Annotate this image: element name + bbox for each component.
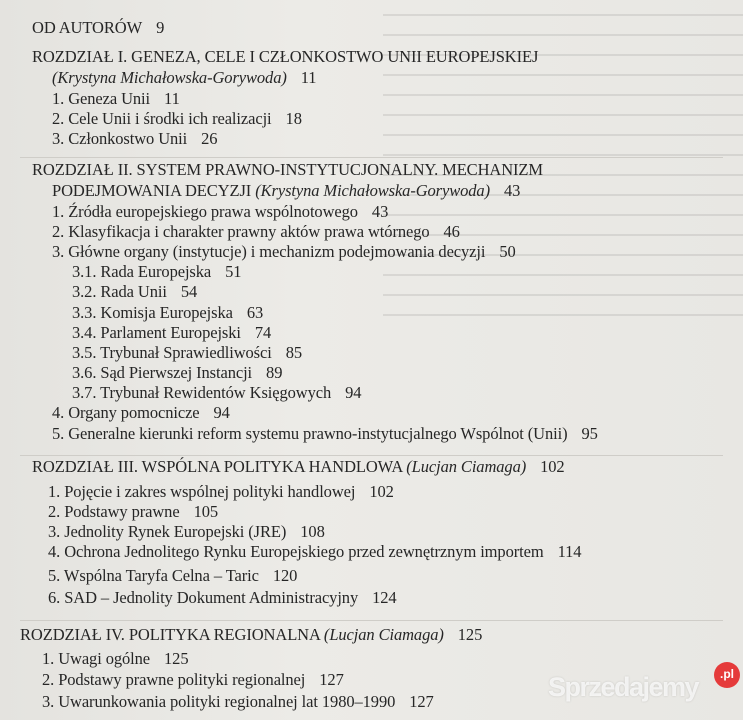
toc-entry — [42, 670, 344, 690]
toc-entry-title: 1. Uwagi ogólne — [42, 649, 151, 668]
toc-entry-title: 3.7. Trybunał Rewidentów Księgowych — [72, 383, 332, 402]
toc-entry-page: 51 — [225, 262, 242, 281]
toc-entry — [48, 542, 581, 562]
toc-entry-page: 94 — [345, 383, 362, 402]
toc-entry-title: 6. SAD – Jednolity Dokument Administracyjny — [48, 588, 359, 607]
toc-entry-title: 1. Źródła europejskiego prawa wspólnotowego — [52, 202, 358, 221]
toc-entry-title: 3.1. Rada Europejska — [72, 262, 212, 281]
toc-entry-page: 125 — [164, 649, 189, 668]
toc-entry — [72, 383, 361, 403]
toc-entry-title: 4. Ochrona Jednolitego Rynku Europejskiego przed zewnętrznym importem — [48, 542, 544, 561]
toc-entry — [72, 323, 271, 343]
divider — [20, 455, 723, 456]
toc-entry-page: 50 — [499, 242, 516, 261]
toc-entry — [52, 424, 598, 444]
toc-entry-page: 43 — [503, 181, 521, 200]
divider — [20, 620, 723, 621]
toc-entry-title: 1. Pojęcie i zakres wspólnej polityki handlowej — [48, 482, 356, 501]
toc-entry-title: 3.3. Komisja Europejska — [72, 303, 233, 322]
toc-entry-title: 3.5. Trybunał Sprawiedliwości — [72, 343, 272, 362]
toc-entry-title: OD AUTORÓW — [32, 18, 143, 37]
toc-entry-page: 46 — [443, 222, 460, 241]
toc-entry-title: PODEJMOWANIA DECYZJI — [52, 181, 256, 200]
toc-entry-page: 108 — [300, 522, 325, 541]
toc-entry-page: 74 — [254, 323, 272, 342]
toc-entry-page: 124 — [372, 588, 397, 607]
toc-entry — [52, 403, 230, 423]
toc-entry — [48, 566, 297, 586]
toc-entry — [72, 343, 302, 363]
toc-entry-page: 9 — [156, 18, 165, 37]
toc-entry-title: 2. Cele Unii i środki ich realizacji — [52, 109, 272, 128]
toc-entry-title: 3.2. Rada Unii — [72, 282, 167, 301]
toc-entry-page: 11 — [164, 89, 180, 108]
toc-entry-page: 125 — [457, 625, 483, 644]
toc-entry-title: 1. Geneza Unii — [52, 89, 151, 108]
toc-entry — [42, 649, 188, 669]
toc-entry — [72, 303, 263, 323]
toc-entry-page: 11 — [300, 68, 317, 87]
toc-entry — [48, 588, 397, 608]
toc-entry-title: 3. Uwarunkowania polityki regionalnej lat 1980–1990 — [42, 692, 396, 711]
toc-entry-title: ROZDZIAŁ II. SYSTEM PRAWNO-INSTYTUCJONALNY. MECHANIZM — [32, 160, 543, 179]
toc-entry — [52, 129, 217, 149]
toc-entry-title: ROZDZIAŁ IV. POLITYKA REGIONALNA — [20, 625, 324, 644]
toc-entry-page: 95 — [581, 424, 598, 443]
toc-entry-page: 105 — [193, 502, 219, 521]
toc-entry-title: ROZDZIAŁ I. GENEZA, CELE I CZŁONKOSTWO UNII EUROPEJSKIEJ — [32, 47, 539, 66]
toc-entry-page: 102 — [540, 457, 565, 476]
toc-entry-page: 43 — [371, 202, 389, 221]
toc-entry-page: 26 — [201, 129, 218, 148]
toc-entry — [72, 282, 197, 302]
toc-entry-page: 63 — [246, 303, 264, 322]
toc-entry — [32, 47, 538, 67]
toc-entry-title: 2. Podstawy prawne polityki regionalnej — [42, 670, 306, 689]
watermark-badge: .pl — [714, 662, 740, 688]
toc-entry — [32, 160, 543, 180]
toc-entry-title: 3.6. Sąd Pierwszej Instancji — [72, 363, 253, 382]
toc-entry-title: 3. Członkostwo Unii — [52, 129, 188, 148]
toc-entry-title: 5. Wspólna Taryfa Celna – Taric — [48, 566, 259, 585]
toc-entry-title: 2. Klasyfikacja i charakter prawny aktów prawa wtórnego — [52, 222, 430, 241]
toc-entry-title: 3.4. Parlament Europejski — [72, 323, 241, 342]
toc-entry — [52, 242, 516, 262]
toc-entry — [52, 202, 388, 222]
toc-entry-page: 127 — [319, 670, 344, 689]
toc-entry — [52, 68, 316, 88]
toc-entry — [52, 109, 302, 129]
toc-entry — [52, 181, 520, 201]
divider — [20, 157, 723, 158]
toc-entry-author: (Lucjan Ciamaga) — [323, 625, 444, 644]
toc-entry — [72, 363, 282, 383]
toc-entry-page: 114 — [557, 542, 582, 561]
toc-entry — [42, 692, 434, 712]
toc-entry — [48, 482, 394, 502]
toc-entry-page: 102 — [369, 482, 394, 501]
toc-entry-page: 54 — [180, 282, 198, 301]
toc-entry — [32, 18, 164, 38]
toc-entry — [52, 89, 180, 109]
toc-entry-title: 3. Główne organy (instytucje) i mechanizm podejmowania decyzji — [52, 242, 486, 261]
toc-entry-page: 89 — [266, 363, 283, 382]
toc-entry-title: ROZDZIAŁ III. WSPÓLNA POLITYKA HANDLOWA — [32, 457, 407, 476]
toc-entry-page: 94 — [213, 403, 230, 422]
toc-entry-title: 5. Generalne kierunki reform systemu prawno-instytucjalnego Wspólnot (Unii) — [52, 424, 568, 443]
toc-entry — [48, 522, 325, 542]
toc-entry-page: 120 — [272, 566, 298, 585]
toc-entry — [72, 262, 241, 282]
toc-entry-page: 18 — [285, 109, 302, 128]
toc-entry-author: (Lucjan Ciamaga) — [406, 457, 527, 476]
toc-entry-title: 2. Podstawy prawne — [48, 502, 180, 521]
watermark-logo: Sprzedajemy — [548, 672, 699, 702]
toc-entry-title: 4. Organy pomocnicze — [52, 403, 200, 422]
toc-entry — [32, 457, 565, 477]
toc-entry-page: 85 — [285, 343, 302, 362]
toc-entry — [20, 625, 482, 645]
toc-entry-page: 127 — [409, 692, 434, 711]
toc-entry-title: 3. Jednolity Rynek Europejski (JRE) — [48, 522, 287, 541]
toc-entry-author: (Krystyna Michałowska-Gorywoda) — [52, 68, 287, 87]
toc-entry — [52, 222, 460, 242]
toc-entry-author: (Krystyna Michałowska-Gorywoda) — [255, 181, 490, 200]
toc-entry — [48, 502, 218, 522]
